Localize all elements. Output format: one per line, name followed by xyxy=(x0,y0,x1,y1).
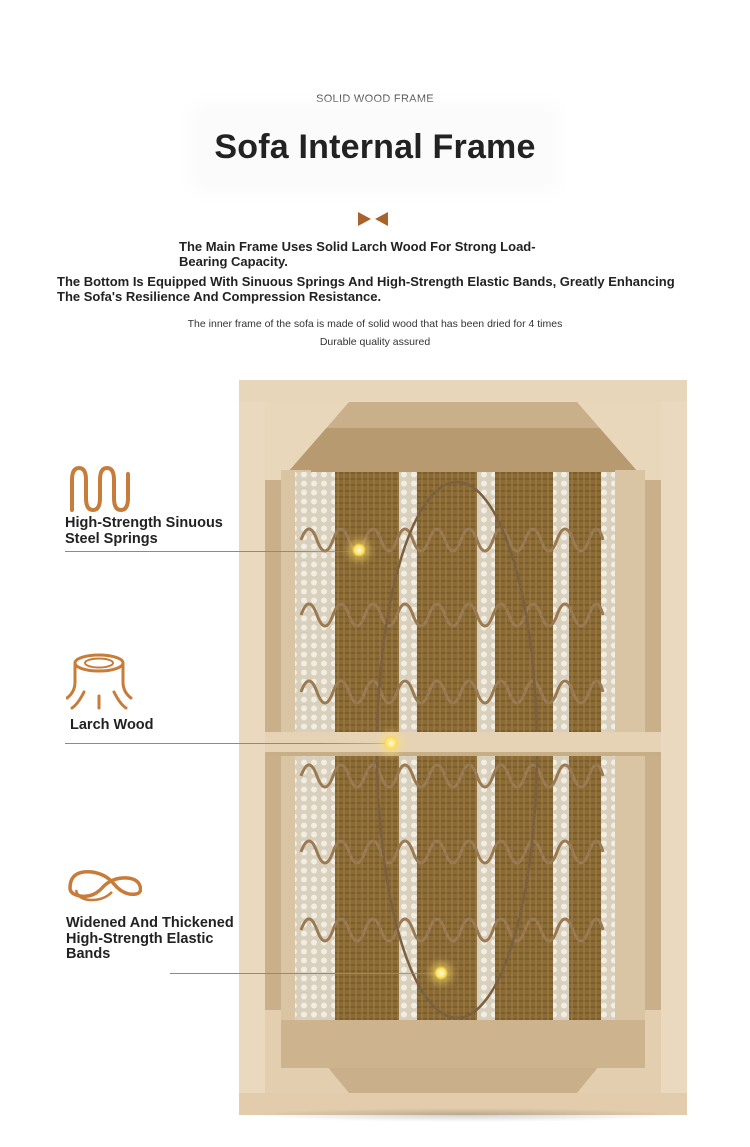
bowtie-icon xyxy=(357,211,389,227)
section-eyebrow: SOLID WOOD FRAME xyxy=(316,93,434,105)
callout-label-wood: Larch Wood xyxy=(70,717,154,733)
hotspot-bands[interactable] xyxy=(434,966,448,980)
wood-stump-icon xyxy=(66,652,136,710)
photo-shadow xyxy=(250,1108,680,1122)
callout-leader-bands xyxy=(170,973,434,974)
callout-label-bands: Widened And Thickened High-Strength Elastic Bands xyxy=(66,915,234,962)
callout-leader-springs xyxy=(65,551,357,552)
callout-leader-wood xyxy=(65,743,385,744)
hotspot-wood[interactable] xyxy=(384,736,398,750)
callout-label-springs: High-Strength Sinuous Steel Springs xyxy=(65,515,223,547)
hotspot-springs[interactable] xyxy=(352,543,366,557)
page-title: Sofa Internal Frame xyxy=(214,128,536,166)
sofa-frame-photo xyxy=(239,380,687,1115)
feature-text-springs: The Bottom Is Equipped With Sinuous Springs And High-Strength Elastic Bands, Greatly Enhancing The Sofa's Resilience And Compression Resistance. xyxy=(57,274,675,304)
elastic-band-icon xyxy=(66,866,142,910)
spring-icon xyxy=(66,466,132,512)
note-quality: Durable quality assured xyxy=(319,336,431,348)
note-dried-wood: The inner frame of the sofa is made of solid wood that has been dried for 4 times xyxy=(187,318,563,330)
feature-text-frame: The Main Frame Uses Solid Larch Wood For Strong Load-Bearing Capacity. xyxy=(179,239,536,269)
